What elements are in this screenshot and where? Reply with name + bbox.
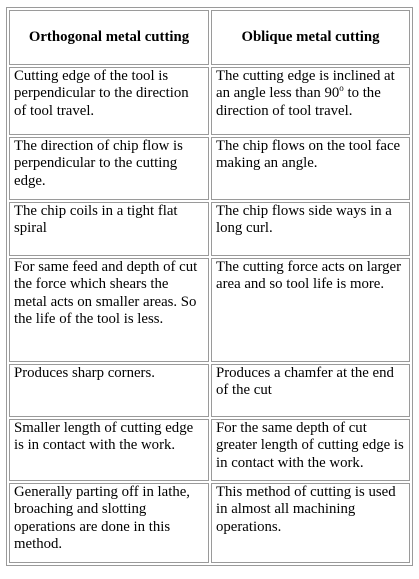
table-row [9,483,410,563]
table-row [9,419,410,481]
oblique-cell: The chip flows side ways in a long curl. [211,202,410,256]
table-row [9,202,410,256]
orthogonal-cell: Smaller length of cutting edge is in contact with the work. [9,419,209,481]
oblique-cell: The chip flows on the tool face making an angle. [211,137,410,200]
comparison-page [6,7,413,566]
orthogonal-cell: Generally parting off in lathe, broaching and slotting operations are done in this method. [9,483,209,563]
oblique-cell: This method of cutting is used in almost all machining operations. [211,483,410,563]
degree-superscript: o [339,83,344,94]
comparison-table [6,7,413,566]
orthogonal-cell: The chip coils in a tight flat spiral [9,202,209,256]
header-orthogonal: Orthogonal metal cutting [9,10,209,65]
oblique-cell [211,67,410,135]
table-row [9,137,410,200]
header-row [9,10,410,65]
oblique-text-part: to the direction of tool travel. [216,85,381,119]
oblique-cell: Produces a chamfer at the end of the cut [211,364,410,417]
oblique-text-part: The cutting edge is inclined at an angle less than 90 [216,68,395,102]
table-row [9,364,410,417]
oblique-cell: For the same depth of cut greater length of cutting edge is in contact with the work. [211,419,410,481]
orthogonal-cell: The direction of chip flow is perpendicular to the cutting edge. [9,137,209,200]
oblique-cell: The cutting force acts on larger area and so tool life is more. [211,258,410,362]
orthogonal-cell: Cutting edge of the tool is perpendicular to the direction of tool travel. [9,67,209,135]
header-oblique: Oblique metal cutting [211,10,410,65]
table-row [9,67,410,135]
orthogonal-cell: Produces sharp corners. [9,364,209,417]
orthogonal-cell: For same feed and depth of cut the force which shears the metal acts on smaller areas. So the life of the tool is less. [9,258,209,362]
table-row [9,258,410,362]
